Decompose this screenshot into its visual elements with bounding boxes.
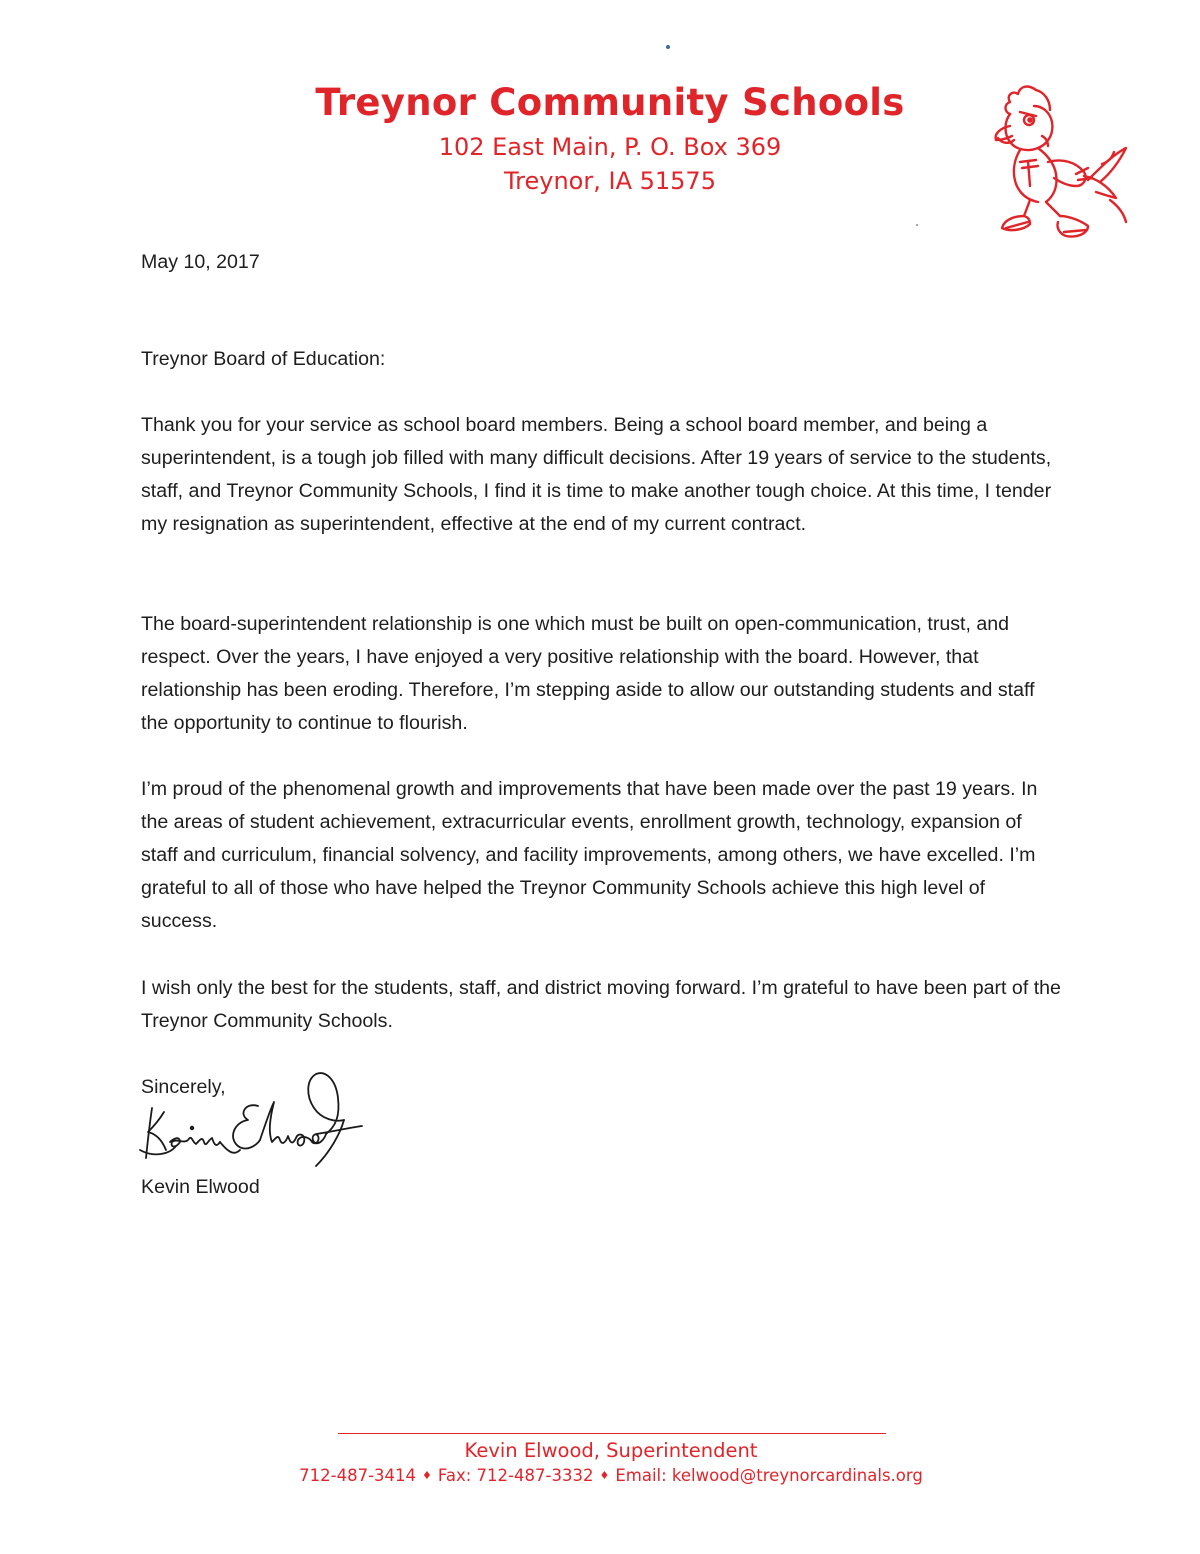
scan-speck: [916, 224, 918, 226]
footer-fax: Fax: 712-487-3332: [437, 1466, 594, 1485]
handwritten-signature: [130, 1062, 370, 1172]
cardinal-mascot-icon: [984, 82, 1134, 246]
diamond-separator-icon: ♦: [422, 1469, 432, 1482]
diamond-separator-icon: ♦: [599, 1469, 610, 1482]
signer-name: Kevin Elwood: [141, 1176, 260, 1198]
letter-paragraph: I’m proud of the phenomenal growth and improvements that have been made over the past 19 years. In the areas of student achievement, extracurricular events, enrollment growth, technology, expansion of staff and curriculum, financial solvency, and facility improvements, among others, we have excelled. I’m grateful to all of those who have helped the Treynor Community Schools achieve this high level of success.: [141, 778, 1038, 932]
footer-phone: 712-487-3414: [299, 1466, 417, 1485]
footer-email: Email: kelwood@treynorcardinals.org: [615, 1466, 923, 1485]
scan-speck: [666, 45, 670, 49]
address-line-1: 102 East Main, P. O. Box 369: [438, 133, 782, 161]
letter-date: May 10, 2017: [141, 251, 260, 273]
letter-paragraph: I wish only the best for the students, staff, and district moving forward. I’m grateful to have been part of the Treynor Community Schools.: [141, 977, 1061, 1032]
letter-paragraph: Thank you for your service as school board members. Being a school board member, and being a superintendent, is a tough job filled with many difficult decisions. After 19 years of service to the students, staff, and Treynor Community Schools, I find it is time to make another tough choice. At this time, I tender my resignation as superintendent, effective at the end of my current contract.: [141, 414, 1052, 535]
footer-contact: [0, 1463, 1200, 1489]
salutation: Treynor Board of Education:: [141, 348, 386, 370]
letter-paragraph: The board-superintendent relationship is one which must be built on open-communication, trust, and respect. Over the years, I have enjoyed a very positive relationship with the board. However, that relationship has been eroding. Therefore, I’m stepping aside to allow our outstanding students and staff the opportunity to continue to flourish.: [141, 613, 1035, 734]
address-line-2: Treynor, IA 51575: [504, 167, 716, 195]
school-name: Treynor Community Schools: [315, 81, 905, 124]
footer-divider: [338, 1433, 886, 1434]
closing: Sincerely,: [141, 1076, 226, 1098]
footer-name-title: Kevin Elwood, Superintendent: [464, 1439, 758, 1462]
